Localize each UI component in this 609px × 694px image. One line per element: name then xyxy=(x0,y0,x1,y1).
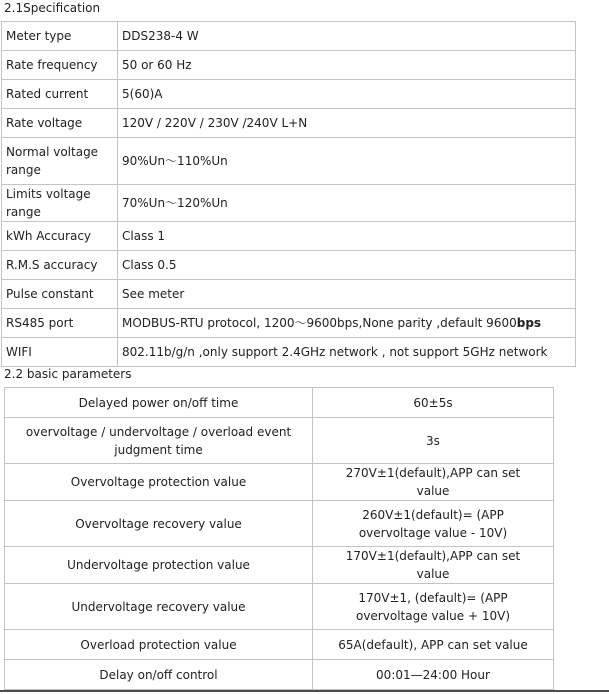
param-value: 3s xyxy=(313,418,554,464)
basic-parameters-heading: 2.2 basic parameters xyxy=(4,367,132,381)
table-row xyxy=(5,630,554,660)
spec-value: 70%Un～120%Un xyxy=(118,185,576,222)
spec-value: See meter xyxy=(118,280,576,309)
rs485-value-unit: bps xyxy=(516,316,542,330)
spec-label: Pulse constant xyxy=(2,280,118,309)
spec-label: Normal voltage range xyxy=(2,138,118,185)
param-label: overvoltage / undervoltage / overload event judgment time xyxy=(5,418,313,464)
param-value: 65A(default), APP can set value xyxy=(313,630,554,660)
spec-label: Rated current xyxy=(2,80,118,109)
param-value: 270V±1(default),APP can set value xyxy=(313,464,554,501)
spec-label: Rate frequency xyxy=(2,51,118,80)
spec-value: DDS238-4 W xyxy=(118,22,576,51)
table-row xyxy=(5,501,554,547)
spec-label: kWh Accuracy xyxy=(2,222,118,251)
spec-value: 802.11b/g/n ,only support 2.4GHz network , not support 5GHz network xyxy=(118,338,576,367)
spec-label: RS485 port xyxy=(2,309,118,338)
spec-label: Rate voltage xyxy=(2,109,118,138)
basic-parameters-table xyxy=(4,387,554,690)
table-row xyxy=(2,109,576,138)
table-row xyxy=(2,280,576,309)
table-row xyxy=(5,418,554,464)
spec-value: Class 0.5 xyxy=(118,251,576,280)
param-value: 170V±1, (default)= (APP overvoltage value + 10V) xyxy=(313,584,554,630)
rs485-value-text: MODBUS-RTU protocol, 1200～9600bps,None parity ,default 9600 xyxy=(122,316,517,330)
spec-value: 120V / 220V / 230V /240V L+N xyxy=(118,109,576,138)
param-label: Overvoltage protection value xyxy=(5,464,313,501)
table-row xyxy=(2,185,576,222)
spec-value: Class 1 xyxy=(118,222,576,251)
param-label: Overload protection value xyxy=(5,630,313,660)
table-row xyxy=(5,547,554,584)
spec-value: 90%Un～110%Un xyxy=(118,138,576,185)
param-value: 170V±1(default),APP can set value xyxy=(313,547,554,584)
bottom-divider xyxy=(0,690,609,692)
specification-heading: 2.1Specification xyxy=(4,1,101,15)
table-row xyxy=(5,660,554,690)
param-label: Undervoltage recovery value xyxy=(5,584,313,630)
param-value: 260V±1(default)= (APP overvoltage value - 10V) xyxy=(313,501,554,547)
spec-value: 50 or 60 Hz xyxy=(118,51,576,80)
table-row xyxy=(2,251,576,280)
table-row xyxy=(2,51,576,80)
param-label: Overvoltage recovery value xyxy=(5,501,313,547)
spec-value: 5(60)A xyxy=(118,80,576,109)
specification-table xyxy=(1,21,576,367)
table-row xyxy=(2,222,576,251)
table-row xyxy=(5,584,554,630)
param-label: Undervoltage protection value xyxy=(5,547,313,584)
spec-label: WIFI xyxy=(2,338,118,367)
param-label: Delay on/off control xyxy=(5,660,313,690)
spec-label: Limits voltage range xyxy=(2,185,118,222)
spec-label: Meter type xyxy=(2,22,118,51)
param-label: Delayed power on/off time xyxy=(5,388,313,418)
spec-label: R.M.S accuracy xyxy=(2,251,118,280)
table-row xyxy=(2,338,576,367)
table-row xyxy=(5,388,554,418)
table-row xyxy=(5,464,554,501)
table-row xyxy=(2,80,576,109)
param-value: 00:01—24:00 Hour xyxy=(313,660,554,690)
table-row xyxy=(2,22,576,51)
param-value: 60±5s xyxy=(313,388,554,418)
table-row xyxy=(2,138,576,185)
spec-value xyxy=(118,309,576,338)
table-row xyxy=(2,309,576,338)
